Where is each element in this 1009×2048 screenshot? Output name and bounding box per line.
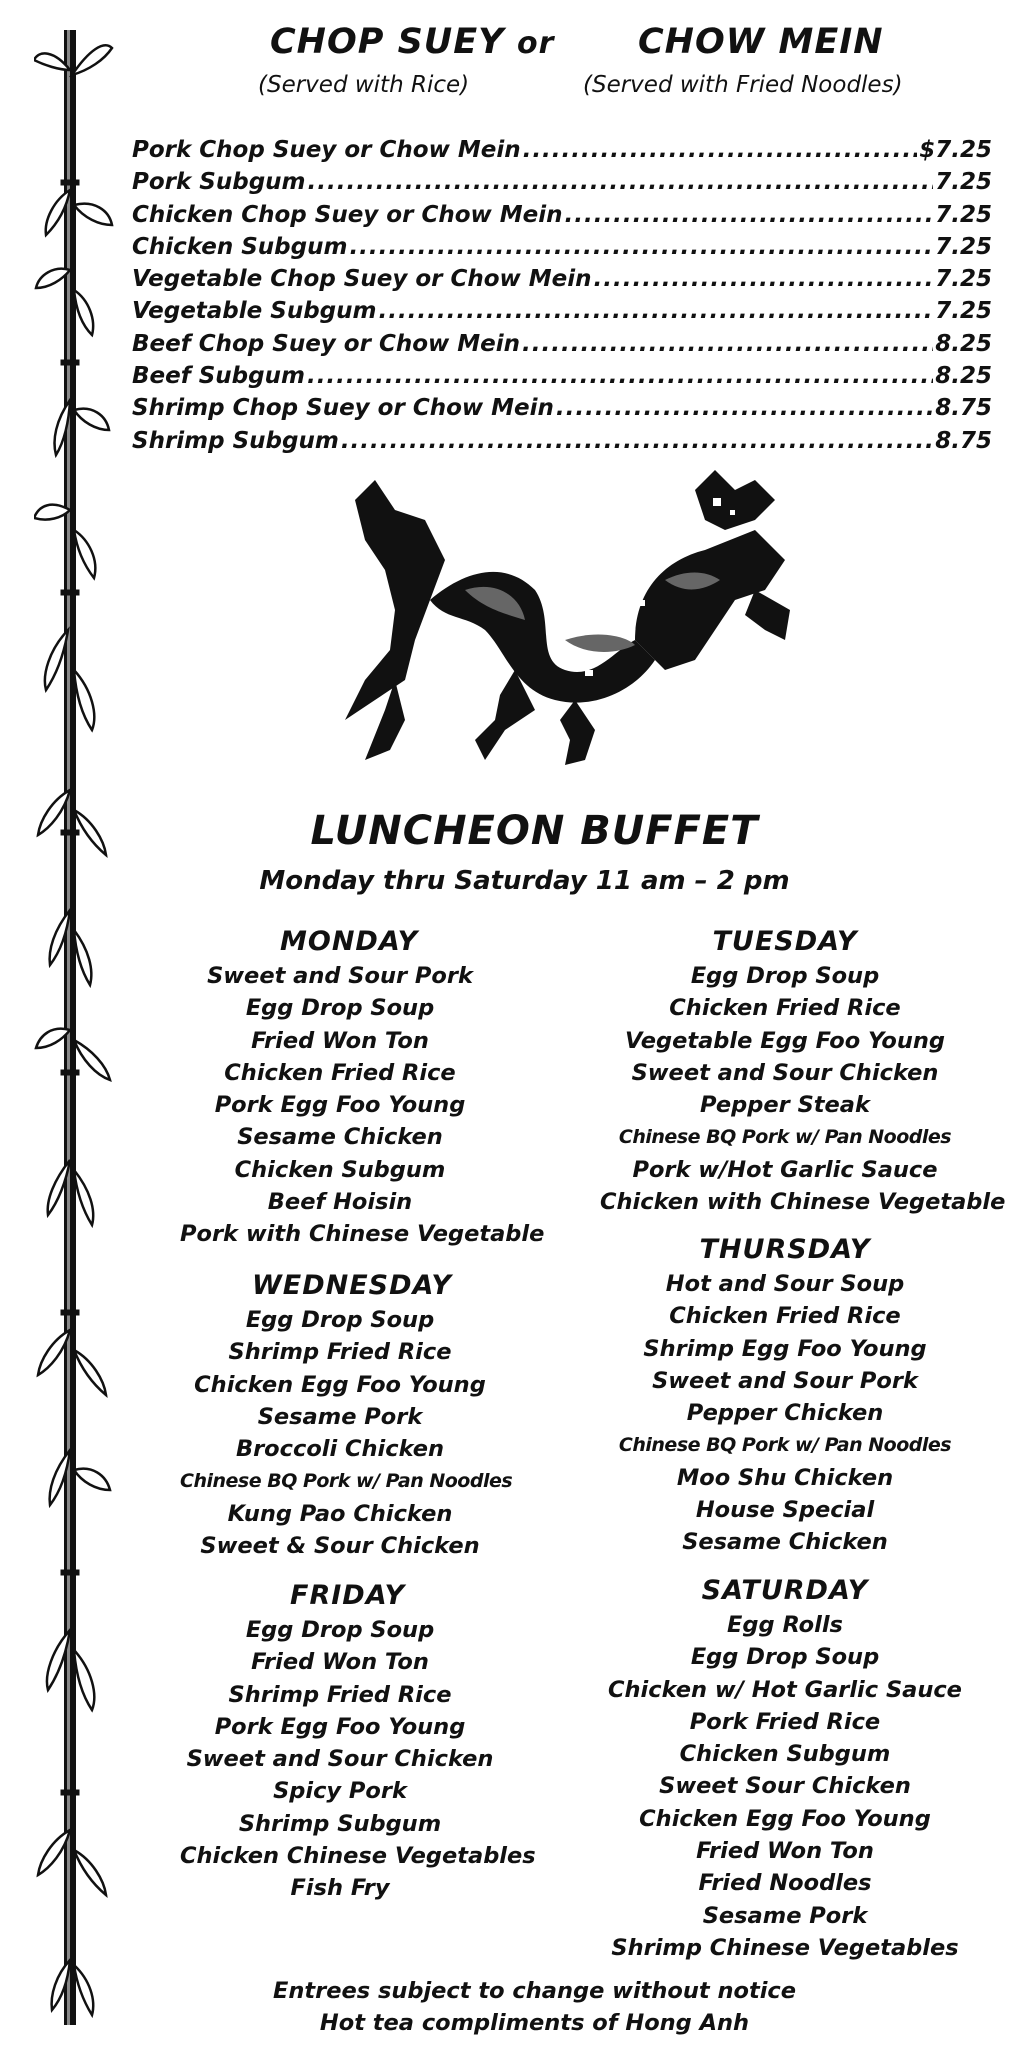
list-item: Shrimp Fried Rice bbox=[228, 1339, 452, 1366]
list-item: Egg Drop Soup bbox=[245, 1307, 435, 1333]
list-item: Hot and Sour Soup bbox=[665, 1271, 905, 1297]
item-price: 8.25 bbox=[935, 330, 992, 357]
list-item: Sesame Chicken bbox=[682, 1529, 888, 1556]
list-item: Chicken Fried Rice bbox=[669, 995, 901, 1022]
item-name: Vegetable Subgum bbox=[132, 298, 377, 325]
list-item: Egg Rolls bbox=[727, 1612, 843, 1638]
list-item: Shrimp Fried Rice bbox=[228, 1681, 452, 1708]
day-heading: FRIDAY bbox=[290, 1580, 406, 1611]
list-item: Chicken Chinese Vegetables bbox=[180, 1843, 536, 1870]
list-item bbox=[132, 234, 992, 266]
list-item: Fried Won Ton bbox=[696, 1838, 874, 1865]
list-item bbox=[132, 137, 992, 169]
list-item: Sesame Chicken bbox=[237, 1124, 443, 1151]
list-item: Sweet and Sour Pork bbox=[652, 1367, 918, 1394]
list-item bbox=[132, 298, 992, 330]
list-item: Pork w/Hot Garlic Sauce bbox=[632, 1156, 938, 1183]
list-item: Shrimp Egg Foo Young bbox=[643, 1335, 927, 1362]
list-item bbox=[132, 363, 992, 395]
leader-dots bbox=[308, 169, 934, 195]
leader-dots bbox=[341, 428, 933, 454]
chop-suey-heading: CHOP SUEY bbox=[270, 22, 505, 62]
list-item: Pork Egg Foo Young bbox=[214, 1092, 466, 1119]
list-item: Pork Egg Foo Young bbox=[214, 1713, 466, 1740]
day-heading: WEDNESDAY bbox=[252, 1270, 452, 1301]
list-item: Sesame Pork bbox=[257, 1403, 423, 1430]
list-item: Chicken Egg Foo Young bbox=[194, 1371, 486, 1398]
list-item bbox=[132, 428, 992, 460]
item-price: 8.75 bbox=[935, 427, 992, 454]
list-item: Sweet and Sour Chicken bbox=[631, 1059, 939, 1086]
list-item: Chinese BQ Pork w/ Pan Noodles bbox=[180, 1470, 513, 1493]
leader-dots bbox=[378, 298, 933, 324]
item-name: Vegetable Chop Suey or Chow Mein bbox=[132, 266, 592, 293]
list-item: Vegetable Egg Foo Young bbox=[624, 1027, 946, 1054]
footer-notes bbox=[0, 1975, 1009, 2039]
leader-dots bbox=[556, 395, 933, 421]
list-item bbox=[132, 202, 992, 234]
saturday-section bbox=[600, 1573, 970, 1964]
item-name: Beef Chop Suey or Chow Mein bbox=[132, 330, 521, 357]
list-item: Sweet and Sour Pork bbox=[207, 963, 473, 989]
buffet-title: LUNCHEON BUFFET bbox=[310, 808, 759, 854]
list-item: Egg Drop Soup bbox=[245, 995, 435, 1022]
chow-mein-heading: CHOW MEIN bbox=[638, 22, 884, 62]
list-item: Pork Fried Rice bbox=[689, 1708, 881, 1735]
day-heading: MONDAY bbox=[280, 926, 419, 957]
or-heading: or bbox=[517, 26, 555, 61]
list-item bbox=[132, 266, 992, 298]
leader-dots bbox=[565, 202, 934, 228]
list-item: Fried Won Ton bbox=[251, 1027, 429, 1054]
list-item: Chicken Egg Foo Young bbox=[639, 1805, 931, 1832]
list-item: Fried Won Ton bbox=[251, 1649, 429, 1676]
leader-dots bbox=[523, 137, 918, 163]
list-item: Shrimp Chinese Vegetables bbox=[611, 1934, 959, 1961]
leader-dots bbox=[349, 234, 933, 260]
list-item: Chicken Fried Rice bbox=[669, 1303, 901, 1330]
day-heading: SATURDAY bbox=[701, 1575, 869, 1606]
item-price: 7.25 bbox=[935, 298, 992, 325]
list-item: Sweet & Sour Chicken bbox=[200, 1533, 480, 1560]
list-item: Fish Fry bbox=[290, 1875, 390, 1902]
list-item: Fried Noodles bbox=[698, 1870, 872, 1897]
list-item: Egg Drop Soup bbox=[690, 963, 880, 989]
day-heading: TUESDAY bbox=[712, 926, 858, 957]
list-item: Pork with Chinese Vegetable bbox=[180, 1221, 545, 1248]
list-item: Spicy Pork bbox=[273, 1778, 407, 1805]
item-price: 8.75 bbox=[935, 395, 992, 422]
item-price: $7.25 bbox=[919, 137, 992, 163]
list-item: Chinese BQ Pork w/ Pan Noodles bbox=[618, 1126, 952, 1149]
list-item: Chinese BQ Pork w/ Pan Noodles bbox=[618, 1434, 952, 1457]
price-list bbox=[132, 137, 992, 460]
list-item bbox=[132, 331, 992, 363]
item-price: 7.25 bbox=[935, 266, 992, 293]
item-price: 8.25 bbox=[935, 363, 992, 390]
bamboo-decoration bbox=[34, 30, 114, 2025]
list-item: House Special bbox=[695, 1497, 875, 1524]
wednesday-section bbox=[180, 1268, 513, 1562]
list-item: Shrimp Subgum bbox=[238, 1810, 442, 1837]
item-name: Shrimp Chop Suey or Chow Mein bbox=[132, 395, 554, 422]
list-item: Moo Shu Chicken bbox=[676, 1464, 894, 1491]
list-item: Chicken Subgum bbox=[679, 1741, 891, 1768]
list-item: Chicken Fried Rice bbox=[224, 1059, 456, 1086]
tuesday-section bbox=[600, 924, 1006, 1218]
item-price: 7.25 bbox=[935, 169, 992, 196]
dragon-illustration bbox=[335, 470, 795, 770]
list-item: Chicken with Chinese Vegetable bbox=[600, 1189, 1006, 1216]
buffet-hours: Monday thru Saturday 11 am – 2 pm bbox=[259, 866, 790, 896]
list-item: Sweet Sour Chicken bbox=[659, 1773, 911, 1800]
item-name: Shrimp Subgum bbox=[132, 427, 339, 454]
item-price: 7.25 bbox=[935, 233, 992, 260]
item-name: Pork Chop Suey or Chow Mein bbox=[132, 137, 521, 163]
list-item: Sweet and Sour Chicken bbox=[186, 1746, 494, 1773]
friday-section bbox=[180, 1578, 536, 1905]
list-item: Chicken Subgum bbox=[234, 1156, 446, 1183]
leader-dots bbox=[307, 363, 933, 389]
chop-suey-subheading: (Served with Rice) bbox=[258, 72, 470, 98]
item-name: Chicken Subgum bbox=[132, 233, 348, 260]
leader-dots bbox=[594, 266, 934, 292]
footer-line: Hot tea compliments of Hong Anh bbox=[319, 2010, 750, 2036]
day-heading: THURSDAY bbox=[699, 1234, 871, 1265]
item-name: Beef Subgum bbox=[132, 363, 305, 390]
list-item bbox=[132, 395, 992, 427]
thursday-section bbox=[600, 1232, 970, 1559]
item-name: Pork Subgum bbox=[132, 169, 306, 196]
item-name: Chicken Chop Suey or Chow Mein bbox=[132, 201, 563, 228]
item-price: 7.25 bbox=[935, 201, 992, 228]
list-item: Beef Hoisin bbox=[267, 1189, 413, 1216]
chow-mein-subheading: (Served with Fried Noodles) bbox=[583, 72, 903, 98]
list-item: Pepper Chicken bbox=[686, 1400, 884, 1427]
list-item: Chicken w/ Hot Garlic Sauce bbox=[608, 1676, 962, 1703]
list-item bbox=[132, 169, 992, 201]
list-item: Sesame Pork bbox=[702, 1902, 868, 1929]
list-item: Pepper Steak bbox=[700, 1092, 870, 1119]
leader-dots bbox=[522, 331, 933, 357]
footer-line: Entrees subject to change without notice bbox=[272, 1978, 797, 2004]
list-item: Egg Drop Soup bbox=[245, 1617, 435, 1643]
list-item: Broccoli Chicken bbox=[235, 1436, 445, 1463]
monday-section bbox=[180, 924, 545, 1251]
list-item: Egg Drop Soup bbox=[690, 1644, 880, 1671]
list-item: Kung Pao Chicken bbox=[227, 1500, 453, 1527]
